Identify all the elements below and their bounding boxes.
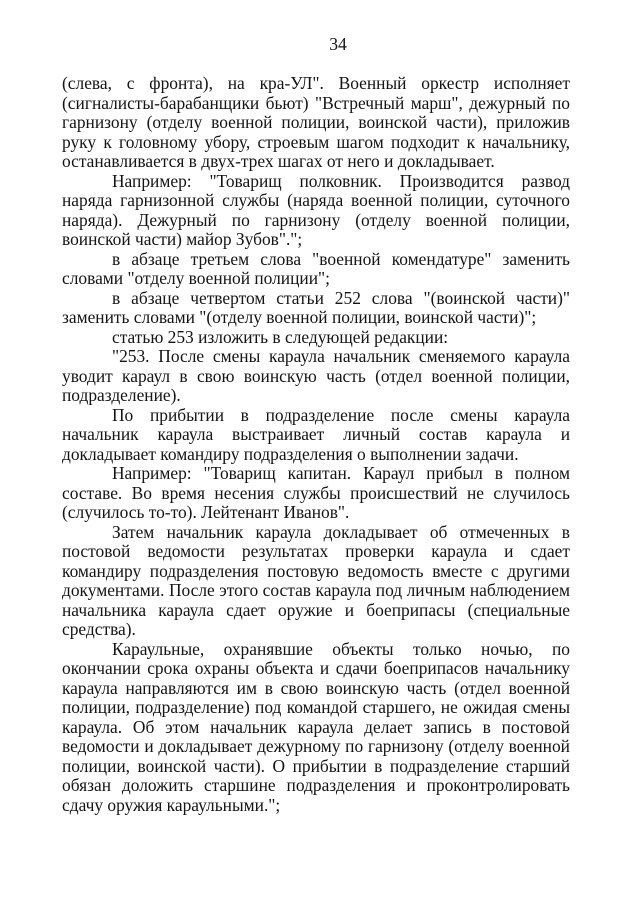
paragraph: (слева, с фронта), на кра-УЛ". Военный оркестр исполняет (сигналисты-барабанщики бьют) "Встречный марш", дежурный по гарнизону (отделу военной полиции, воинской части), приложив руку к головному убору, строевым шагом подходит к начальнику, останавливается в двух-трех шагах от него и докладывает. (62, 73, 570, 171)
page-number: 34 (329, 34, 347, 54)
paragraph: Например: "Товарищ капитан. Караул прибыл в полном составе. Во время несения службы происшествий не случилось (случилось то-то). Лейтенант Иванов". (62, 463, 570, 522)
paragraph: Затем начальник караула докладывает об отмеченных в постовой ведомости результатах проверки караула и сдает командиру подразделения постовую ведомость вместе с другими документами. После этого состав караула под личным наблюдением начальника караула сдает оружие и боеприпасы (специальные средства). (62, 521, 570, 639)
document-body (62, 74, 570, 815)
paragraph: в абзаце третьем слова "военной комендатуре" заменить словами "отделу военной полиции"; (62, 248, 570, 288)
paragraph: статью 253 изложить в следующей редакции: (112, 326, 449, 347)
paragraph: в абзаце четвертом статьи 252 слова "(воинской части)" заменить словами "(отделу военной полиции, воинской части)"; (62, 287, 570, 327)
paragraph: "253. После смены караула начальник сменяемого караула уводит караул в свою воинскую часть (отдел военной полиции, подразделение). (62, 346, 570, 405)
paragraph: Караульные, охранявшие объекты только ночью, по окончании срока охраны объекта и сдачи боеприпасов начальнику караула направляются им в свою воинскую часть (отдел военной полиции, подразделение) под командой старшего, не ожидая смены караула. Об этом начальник караула делает запись в постовой ведомости и докладывает дежурному по гарнизону (отделу военной полиции, воинской части). О прибытии в подразделение старший обязан доложить старшине подразделения и проконтролировать сдачу оружия караульными."; (62, 638, 570, 815)
paragraph: По прибытии в подразделение после смены караула начальник караула выстраивает личный состав караула и докладывает командиру подразделения о выполнении задачи. (62, 404, 570, 464)
paragraph: Например: "Товарищ полковник. Производится развод наряда гарнизонной службы (наряда военной полиции, суточного наряда). Дежурный по гарнизону (отделу военной полиции, воинской части) майор Зубов"."; (62, 170, 570, 249)
